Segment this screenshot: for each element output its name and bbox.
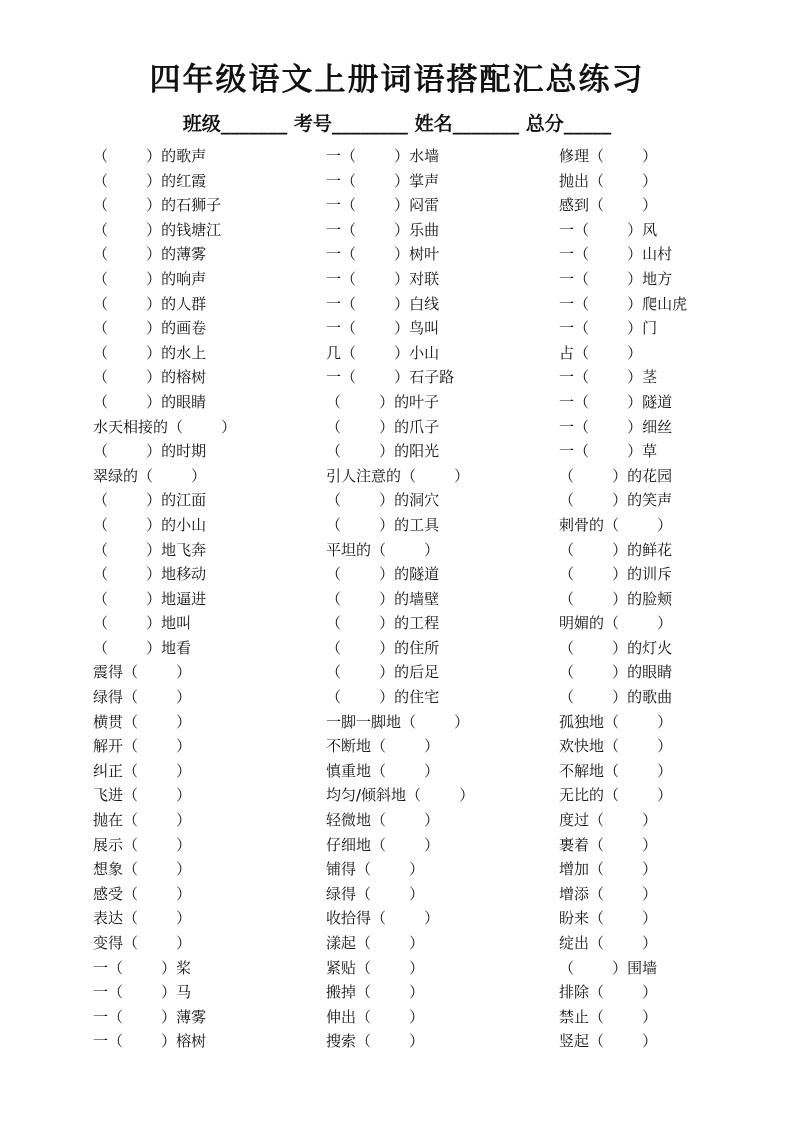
exercise-item[interactable]: 解开（ ） [93,737,192,756]
exercise-item[interactable]: 搬掉（ ） [326,983,425,1002]
exercise-item[interactable]: （ ）的红霞 [93,171,207,190]
exercise-item[interactable]: 飞进（ ） [93,786,192,805]
exercise-item[interactable]: （ ）的工具 [326,515,440,534]
exercise-item[interactable]: 抛出（ ） [559,171,658,190]
exercise-item[interactable]: （ ）的眼睛 [93,392,207,411]
exercise-item[interactable]: （ ）的叶子 [326,392,440,411]
exercise-item[interactable]: 感受（ ） [93,884,192,903]
exercise-item[interactable]: （ ）的小山 [93,515,207,534]
exercise-item[interactable]: （ ）的响声 [93,269,207,288]
exercise-item[interactable]: 几（ ）小山 [326,343,440,362]
exercise-item[interactable]: 抛在（ ） [93,811,192,830]
exercise-item[interactable]: 一（ ）榕树 [93,1032,207,1051]
exercise-column-3 [559,144,794,1054]
class-field[interactable]: 班级_______ [182,113,288,135]
exercise-item[interactable]: 一（ ）风 [559,220,658,239]
exercise-item[interactable]: （ ）的榕树 [93,368,207,387]
exercise-item[interactable]: （ ）的水上 [93,343,207,362]
exercise-item[interactable]: （ ）的画卷 [93,319,207,338]
exercise-item[interactable]: 一（ ）山村 [559,245,673,264]
exercise-item[interactable]: 一（ ）隧道 [559,392,673,411]
exercise-item[interactable]: （ ）地移动 [93,565,207,584]
exercise-item[interactable]: 增加（ ） [559,860,658,879]
exercise-item[interactable]: 横贯（ ） [93,712,192,731]
exercise-item[interactable]: 想象（ ） [93,860,192,879]
exercise-item[interactable]: （ ）地飞奔 [93,540,207,559]
exercise-item[interactable]: 一（ ）茎 [559,368,658,387]
exercise-item[interactable]: （ ）的训斥 [559,565,673,584]
student-info-line [0,110,794,138]
exercise-item[interactable]: （ ）的爪子 [326,417,440,436]
exercise-item[interactable]: 盼来（ ） [559,909,658,928]
exercise-item[interactable]: （ ）地逼进 [93,589,207,608]
exercise-item[interactable]: 伸出（ ） [326,1007,425,1026]
exercise-item[interactable]: 刺骨的（ ） [559,515,673,534]
exercise-item[interactable]: 裹着（ ） [559,835,658,854]
exercise-item[interactable]: 禁止（ ） [559,1007,658,1026]
exercise-item[interactable]: 紧贴（ ） [326,958,425,977]
exercise-item[interactable]: （ ）的隧道 [326,565,440,584]
exercise-item[interactable]: 无比的（ ） [559,786,673,805]
exercise-item[interactable]: 一（ ）石子路 [326,368,455,387]
exercise-item[interactable]: 一（ ）马 [93,983,192,1002]
exercise-item[interactable]: 占（ ） [559,343,643,362]
exercise-item[interactable]: 增添（ ） [559,884,658,903]
exercise-item[interactable]: （ ）的后足 [326,663,440,682]
exercise-item[interactable]: （ ）的薄雾 [93,245,207,264]
exercise-item[interactable]: （ ）地看 [93,638,192,657]
exercise-item[interactable]: 一（ ）乐曲 [326,220,440,239]
exercise-item[interactable]: 一（ ）草 [559,442,658,461]
exercise-item[interactable]: （ ）的工程 [326,614,440,633]
exercise-item[interactable]: 引人注意的（ ） [326,466,470,485]
exercise-item[interactable]: 轻微地（ ） [326,811,440,830]
exercise-item[interactable]: 一脚一脚地（ ） [326,712,470,731]
exercise-item[interactable]: 一（ ）掌声 [326,171,440,190]
exercise-item[interactable]: 展示（ ） [93,835,192,854]
exercise-item[interactable]: 绿得（ ） [326,884,425,903]
name-field[interactable]: 姓名_______ [414,113,520,135]
exercise-item[interactable]: 一（ ）门 [559,319,658,338]
exercise-item[interactable]: （ ）的墙壁 [326,589,440,608]
exercise-item[interactable]: 孤独地（ ） [559,712,673,731]
exercise-item[interactable]: （ ）的阳光 [326,442,440,461]
exercise-item[interactable]: （ ）的脸颊 [559,589,673,608]
exercise-item[interactable]: （ ）的笑声 [559,491,673,510]
exercise-item[interactable]: 欢快地（ ） [559,737,673,756]
exercise-item[interactable]: 均匀/倾斜地（ ） [326,786,475,805]
exercise-item[interactable]: 不解地（ ） [559,761,673,780]
exercise-item[interactable]: （ ）的住所 [326,638,440,657]
exam-number-field[interactable]: 考号________ [293,113,408,135]
exercise-item[interactable]: 收拾得（ ） [326,909,440,928]
exercise-item[interactable]: （ ）的眼睛 [559,663,673,682]
exercise-item[interactable]: 表达（ ） [93,909,192,928]
exercise-item[interactable]: （ ）围墙 [559,958,658,977]
exercise-item[interactable]: 一（ ）地方 [559,269,673,288]
exercise-item[interactable]: 不断地（ ） [326,737,440,756]
exercise-item[interactable]: 震得（ ） [93,663,192,682]
exercise-item[interactable]: 仔细地（ ） [326,835,440,854]
exercise-item[interactable]: 竖起（ ） [559,1032,658,1051]
score-field[interactable]: 总分_____ [525,113,612,135]
exercise-item[interactable]: 一（ ）鸟叫 [326,319,440,338]
exercise-item[interactable]: 度过（ ） [559,811,658,830]
exercise-item[interactable]: 漾起（ ） [326,934,425,952]
exercise-item[interactable]: 一（ ）对联 [326,269,440,288]
exercise-item[interactable]: 水天相接的（ ） [93,417,237,436]
page-title: 四年级语文上册词语搭配汇总练习 [149,62,645,98]
exercise-item[interactable]: 排除（ ） [559,983,658,1002]
exercise-item[interactable]: 慎重地（ ） [326,761,440,780]
exercise-item[interactable]: 变得（ ） [93,934,192,952]
exercise-item[interactable]: 一（ ）桨 [93,958,192,977]
exercise-item[interactable]: （ ）的灯火 [559,638,673,657]
exercise-item[interactable]: 一（ ）爬山虎 [559,294,688,313]
exercise-item[interactable]: （ ）的洞穴 [326,491,440,510]
exercise-item[interactable]: 一（ ）树叶 [326,245,440,264]
exercise-item[interactable]: （ ）的鲜花 [559,540,673,559]
exercise-item[interactable]: 一（ ）闷雷 [326,196,440,215]
exercise-item[interactable]: 平坦的（ ） [326,540,440,559]
exercise-item[interactable]: 翠绿的（ ） [93,466,207,485]
exercise-item[interactable]: 一（ ）薄雾 [93,1007,207,1026]
exercise-item[interactable]: （ ）地叫 [93,614,192,633]
exercise-item[interactable]: 明媚的（ ） [559,614,673,633]
exercise-item[interactable]: （ ）的歌声 [93,147,207,165]
exercise-item[interactable]: 纠正（ ） [93,761,192,780]
exercise-item[interactable]: （ ）的花园 [559,466,673,485]
exercise-item[interactable]: 绿得（ ） [93,688,192,707]
exercise-item[interactable]: （ ）的住宅 [326,688,440,707]
exercise-item[interactable]: （ ）的石狮子 [93,196,222,215]
exercise-item[interactable]: （ ）的钱塘江 [93,220,222,239]
exercise-item[interactable]: 搜索（ ） [326,1032,425,1051]
exercise-column-1 [93,144,333,1054]
exercise-item[interactable]: （ ）的时期 [93,442,207,461]
exercise-item[interactable]: 感到（ ） [559,196,658,215]
exercise-item[interactable]: 一（ ）水墙 [326,147,440,165]
exercise-item[interactable]: 一（ ）细丝 [559,417,673,436]
exercise-item[interactable]: 铺得（ ） [326,860,425,879]
exercise-column-2 [326,144,566,1054]
exercise-item[interactable]: （ ）的人群 [93,294,207,313]
exercise-item[interactable]: 绽出（ ） [559,934,658,952]
exercise-item[interactable]: （ ）的江面 [93,491,207,510]
exercise-item[interactable]: 一（ ）白线 [326,294,440,313]
exercise-item[interactable]: 修理（ ） [559,147,658,165]
exercise-item[interactable]: （ ）的歌曲 [559,688,673,707]
